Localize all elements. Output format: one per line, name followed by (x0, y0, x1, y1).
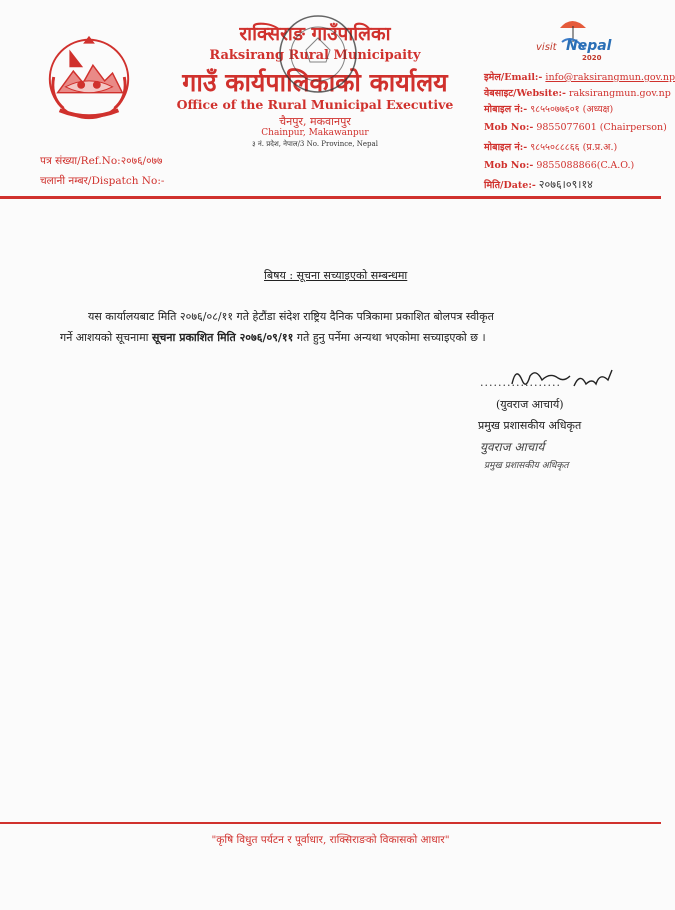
mobile-cao-nepali: मोबाइल नं:- ९८५५०८८८६६ (प्र.प्र.अ.) (484, 142, 618, 153)
location-english: Chainpur, Makawanpur (261, 128, 369, 138)
designation-stamp: प्रमुख प्रशासकीय अधिकृत (484, 461, 569, 471)
mobile-chair-nepali: मोबाइल नं:- ९८५५०७७६०१ (अध्यक्ष) (484, 104, 614, 115)
nepal-emblem-icon (40, 28, 138, 126)
signature-line: .................. (480, 376, 561, 389)
name-stamp: युवराज आचार्य (480, 440, 545, 454)
signer-title: प्रमुख प्रशासकीय अधिकृत (478, 419, 582, 432)
website-line: वेबसाइट/Website:- raksirangmun.gov.np (484, 88, 671, 99)
footer-motto: "कृषि विधुत पर्यटन र पूर्वाधार, राक्सिराङको विकासको आधार" (211, 834, 450, 846)
office-name-nepali: गाउँ कार्यपालिकाको कार्यालय (182, 68, 448, 97)
municipality-name-nepali: राक्सिराङ गाउँपालिका (239, 23, 391, 45)
header-divider (0, 196, 661, 199)
visit-nepal-logo (532, 12, 624, 62)
umbrella-icon (532, 12, 624, 62)
location-nepali: चैनपुर, मकवानपुर (279, 115, 351, 128)
signer-name: (युवराज आचार्य) (496, 398, 564, 411)
email-link[interactable]: info@raksirangmun.gov.np (545, 72, 675, 83)
website-link[interactable]: raksirangmun.gov.np (568, 88, 671, 99)
province-address: ३ नं. प्रदेश, नेपाल/3 No. Province, Nepal (252, 140, 378, 148)
year-text: 2020 (582, 54, 602, 62)
handwritten-signature-icon (500, 358, 620, 398)
date-line: मिति/Date:- २०७६।०९।१४ (484, 178, 593, 191)
office-name-english: Office of the Rural Municipal Executive (176, 97, 454, 112)
dispatch-number: चलानी नम्बर/Dispatch No:- (40, 175, 165, 187)
body-line-1: यस कार्यालयबाट मिति २०७६/०८/११ गते हेटौंडा संदेश राष्ट्रिय दैनिक पत्रिकामा प्रकाशित बोलपत्र स्वीकृत (88, 310, 494, 323)
nepal-text: Nepal (566, 38, 612, 54)
visit-text: visit (536, 42, 557, 53)
municipality-name-english: Raksirang Rural Municipaity (209, 48, 421, 63)
letter-body (60, 306, 620, 348)
office-seal-stamp (276, 12, 360, 96)
footer-divider (0, 822, 661, 824)
mobile-chair-english: Mob No:- 9855077601 (Chairperson) (484, 122, 667, 133)
ref-number: पत्र संख्या/Ref.No:२०७६/०७७ (40, 155, 163, 167)
body-line-2: गर्ने आशयको सूचनामा सूचना प्रकाशित मिति २०७६/०९/११ गते हुनु पर्नेमा अन्यथा भएकोमा सच्याइएको छ । (60, 331, 486, 344)
corrected-date-text: सूचना प्रकाशित मिति २०७६/०९/११ (152, 331, 294, 344)
email-line: इमेल/Email:- info@raksirangmun.gov.np (484, 72, 675, 83)
mobile-cao-english: Mob No:- 9855088866(C.A.O.) (484, 160, 635, 171)
letter-subject: बिषय : सूचना सच्याइएको सम्बन्धमा (264, 269, 408, 282)
